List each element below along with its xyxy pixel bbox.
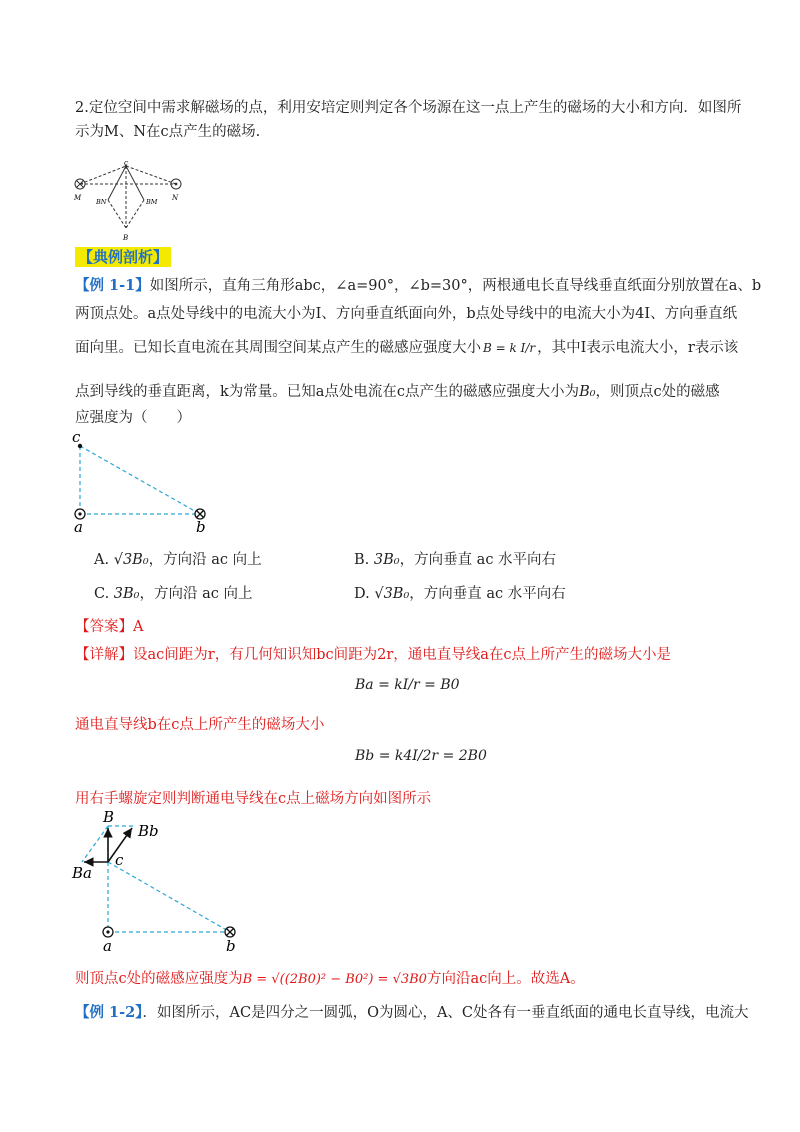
detail-line-3: 用右手螺旋定则判断通电导线在c点上磁场方向如图所示	[75, 791, 432, 807]
detail-label: 【详解】	[75, 647, 133, 663]
formula-b-k-i-r: B = k I/r	[483, 341, 536, 355]
fig2-label-a: a	[74, 518, 83, 536]
option-a[interactable]: A. √3B₀，方向沿 ac 向上	[94, 552, 262, 568]
intro-line-1: 2.定位空间中需求解磁场的点，利用安培定则判定各个场源在这一点上产生的磁场的大小和方向．如图所	[75, 100, 742, 116]
figure-mn-field	[68, 160, 188, 242]
fig2-label-b: b	[196, 518, 206, 536]
fig3-label-ba: Ba	[72, 864, 92, 882]
fig1-label-bn: BN	[96, 198, 107, 206]
detail-line-1: 【详解】设ac间距为r，有几何知识知bc间距为2r，通电直导线a在c点上所产生的磁场大小是	[75, 647, 672, 663]
example1-line-4: 点到导线的垂直距离，k为常量。已知a点处电流在c点产生的磁感应强度大小为B₀，则顶点c处的磁感	[75, 384, 720, 400]
fig3-label-b-wire: b	[226, 937, 236, 955]
fig1-label-m: M	[74, 194, 82, 202]
option-c[interactable]: C. 3B₀，方向沿 ac 向上	[94, 586, 253, 602]
option-b[interactable]: B. 3B₀，方向垂直 ac 水平向右	[354, 552, 557, 568]
fig2-label-c: c	[72, 428, 81, 446]
fig3-label-bb: Bb	[138, 822, 159, 840]
fig3-label-b: B	[103, 808, 115, 826]
fig1-label-b: B	[123, 234, 129, 242]
section-heading: 【典例剖析】	[75, 247, 171, 267]
option-d[interactable]: D. √3B₀，方向垂直 ac 水平向右	[354, 586, 566, 602]
equation-bb: Bb = k4I/2r = 2B0	[355, 748, 487, 764]
detail-conclusion: 则顶点c处的磁感应强度为B = √((2B0)² − B0²) = √3B0方向沿ac向上。故选A。	[75, 971, 585, 987]
example2-tag: 【例 1-2】	[75, 1004, 143, 1021]
answer-label: 【答案】	[75, 619, 133, 635]
example1-tag: 【例 1-1】	[75, 277, 150, 294]
figure-field-vectors	[68, 806, 248, 956]
figure-triangle-abc	[68, 428, 218, 536]
fig1-label-bm: BM	[146, 198, 158, 206]
example1-line-1: 【例 1-1】如图所示，直角三角形abc，∠a=90°，∠b=30°，两根通电长直导线垂直纸面分别放置在a、b	[75, 277, 762, 294]
answer-value: A	[133, 619, 144, 635]
conclusion-formula: B = √((2B0)² − B0²) = √3B0	[242, 972, 427, 987]
fig1-label-c: c	[124, 160, 128, 167]
example2-line-1: 【例 1-2】．如图所示，AC是四分之一圆弧，O为圆心，A、C处各有一垂直纸面的通电长直导线，电流大	[75, 1004, 749, 1021]
intro-line-2: 示为M、N在c点产生的磁场.	[75, 124, 261, 140]
example1-line-2: 两顶点处。a点处导线中的电流大小为I、方向垂直纸面向外，b点处导线中的电流大小为4I、方向垂直纸	[75, 306, 738, 322]
detail-line-2: 通电直导线b在c点上所产生的磁场大小	[75, 717, 325, 733]
fig3-label-c: c	[115, 851, 124, 869]
answer-line	[75, 616, 143, 638]
fig3-label-a: a	[103, 937, 112, 955]
example1-line-3: 面向里。已知长直电流在其周围空间某点产生的磁感应强度大小 B = k I/r ，其中I表示电流大小，r表示该	[75, 340, 739, 356]
fig1-label-n: N	[172, 194, 179, 202]
equation-ba: Ba = kI/r = B0	[355, 677, 460, 693]
example1-line-5: 应强度为（ ）	[75, 410, 191, 426]
